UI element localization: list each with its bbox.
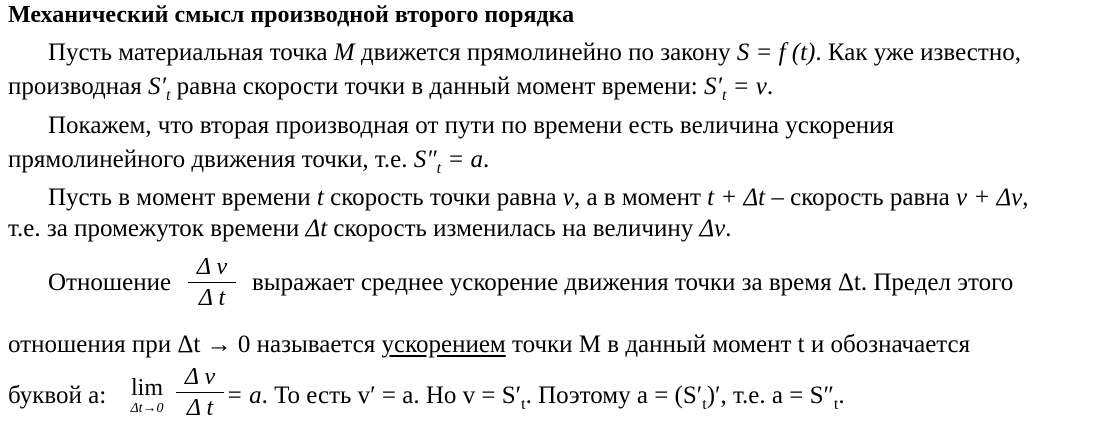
math-prime: ′ <box>160 73 166 100</box>
text-span: производная <box>8 73 148 100</box>
math-eq-a: = a <box>441 146 483 173</box>
limit-word: lim <box>130 375 163 401</box>
limit-expression <box>125 375 169 417</box>
paragraph-5 <box>8 330 970 360</box>
math-sub-t: t <box>165 87 171 104</box>
fraction-numerator: Δ v <box>184 364 216 390</box>
text-span: движется прямолинейно по закону <box>354 39 737 66</box>
paragraph-6-rest <box>226 381 845 411</box>
text-span: Покажем, что вторая производная от пути по времени есть величина ускорения <box>48 112 895 139</box>
fraction-denominator: Δ t <box>186 395 214 421</box>
subscript-t: t <box>833 396 839 413</box>
math-double-prime: ″ <box>426 146 437 173</box>
paragraph-6-lead <box>8 381 106 411</box>
math-t-plus-dt: t + Δt <box>707 184 766 211</box>
text-span: . Поэтому a = (S′ <box>525 382 703 409</box>
text-span: – скорость равна <box>765 184 956 211</box>
math-law: S = f (t) <box>736 39 816 66</box>
text-span: . <box>725 215 732 242</box>
text-span: равна скорости точки в данный момент времени: <box>170 73 704 100</box>
text-span: скорость точки равна <box>323 184 563 211</box>
paragraph-4-rest <box>252 268 1013 298</box>
text-span: отношения при Δt → 0 называется <box>8 331 382 358</box>
math-v-plus-dv: v + Δv <box>956 184 1023 211</box>
text-span: , <box>1022 184 1029 211</box>
paragraph-3-line-2 <box>8 214 732 244</box>
math-eq-v: = v <box>726 73 767 100</box>
fraction-denominator: Δ t <box>198 285 226 311</box>
text-span: . <box>482 146 490 173</box>
paragraph-4-lead <box>48 268 171 298</box>
math-eq-a: = a <box>226 382 262 409</box>
text-span: т.е. за промежуток времени <box>8 215 306 242</box>
text-span: )′, т.е. a = S″ <box>706 382 834 409</box>
section-title <box>8 0 574 30</box>
math-t: t <box>316 184 324 211</box>
text-span: Отношение <box>48 269 172 296</box>
text-span: выражает среднее ускорение движения точки за время Δt. Предел этого <box>252 269 1014 296</box>
text-span: буквой a: <box>8 382 107 409</box>
math-v: v <box>562 184 574 211</box>
text-span: Пусть в момент времени <box>48 184 317 211</box>
text-span: прямолинейного движения точки, т.е. <box>8 146 414 173</box>
text-span: . Как уже известно, <box>815 39 1021 66</box>
text-span: . <box>766 73 774 100</box>
text-span: Пусть материальная точка <box>48 39 334 66</box>
paragraph-2-line-2 <box>8 145 489 175</box>
text-span: . То есть v′ = a. Но v = S′ <box>261 382 522 409</box>
subscript-t: t <box>521 396 526 413</box>
paragraph-3-line-1 <box>48 183 1029 213</box>
paragraph-1-line-2 <box>8 72 773 102</box>
math-sub-t: t <box>721 87 727 104</box>
text-span: точки M в данный момент t и обозначается <box>505 331 971 358</box>
math-S: S <box>703 73 717 100</box>
text-span: . <box>838 382 845 409</box>
math-prime: ′ <box>716 73 722 100</box>
section-title-text: Механический смысл производной второго порядка <box>8 2 575 28</box>
fraction-dv-dt <box>188 252 236 313</box>
math-S: S <box>148 73 161 100</box>
limit-subscript: Δt→0 <box>130 401 164 416</box>
subscript-t: t <box>702 396 707 413</box>
text-span: скорость изменилась на величину <box>327 215 700 242</box>
term-acceleration: ускорением <box>381 331 506 358</box>
paragraph-2-line-1 <box>48 111 894 141</box>
fraction-numerator: Δ v <box>196 254 228 280</box>
math-dv: Δv <box>699 215 726 242</box>
fraction-dv-dt-limit <box>176 362 224 423</box>
math-S: S <box>413 146 427 173</box>
text-span: , а в момент <box>573 184 708 211</box>
math-sub-t: t <box>436 160 442 177</box>
paragraph-1-line-1 <box>48 38 1021 68</box>
math-dt: Δt <box>305 215 328 242</box>
math-M: M <box>333 39 355 66</box>
